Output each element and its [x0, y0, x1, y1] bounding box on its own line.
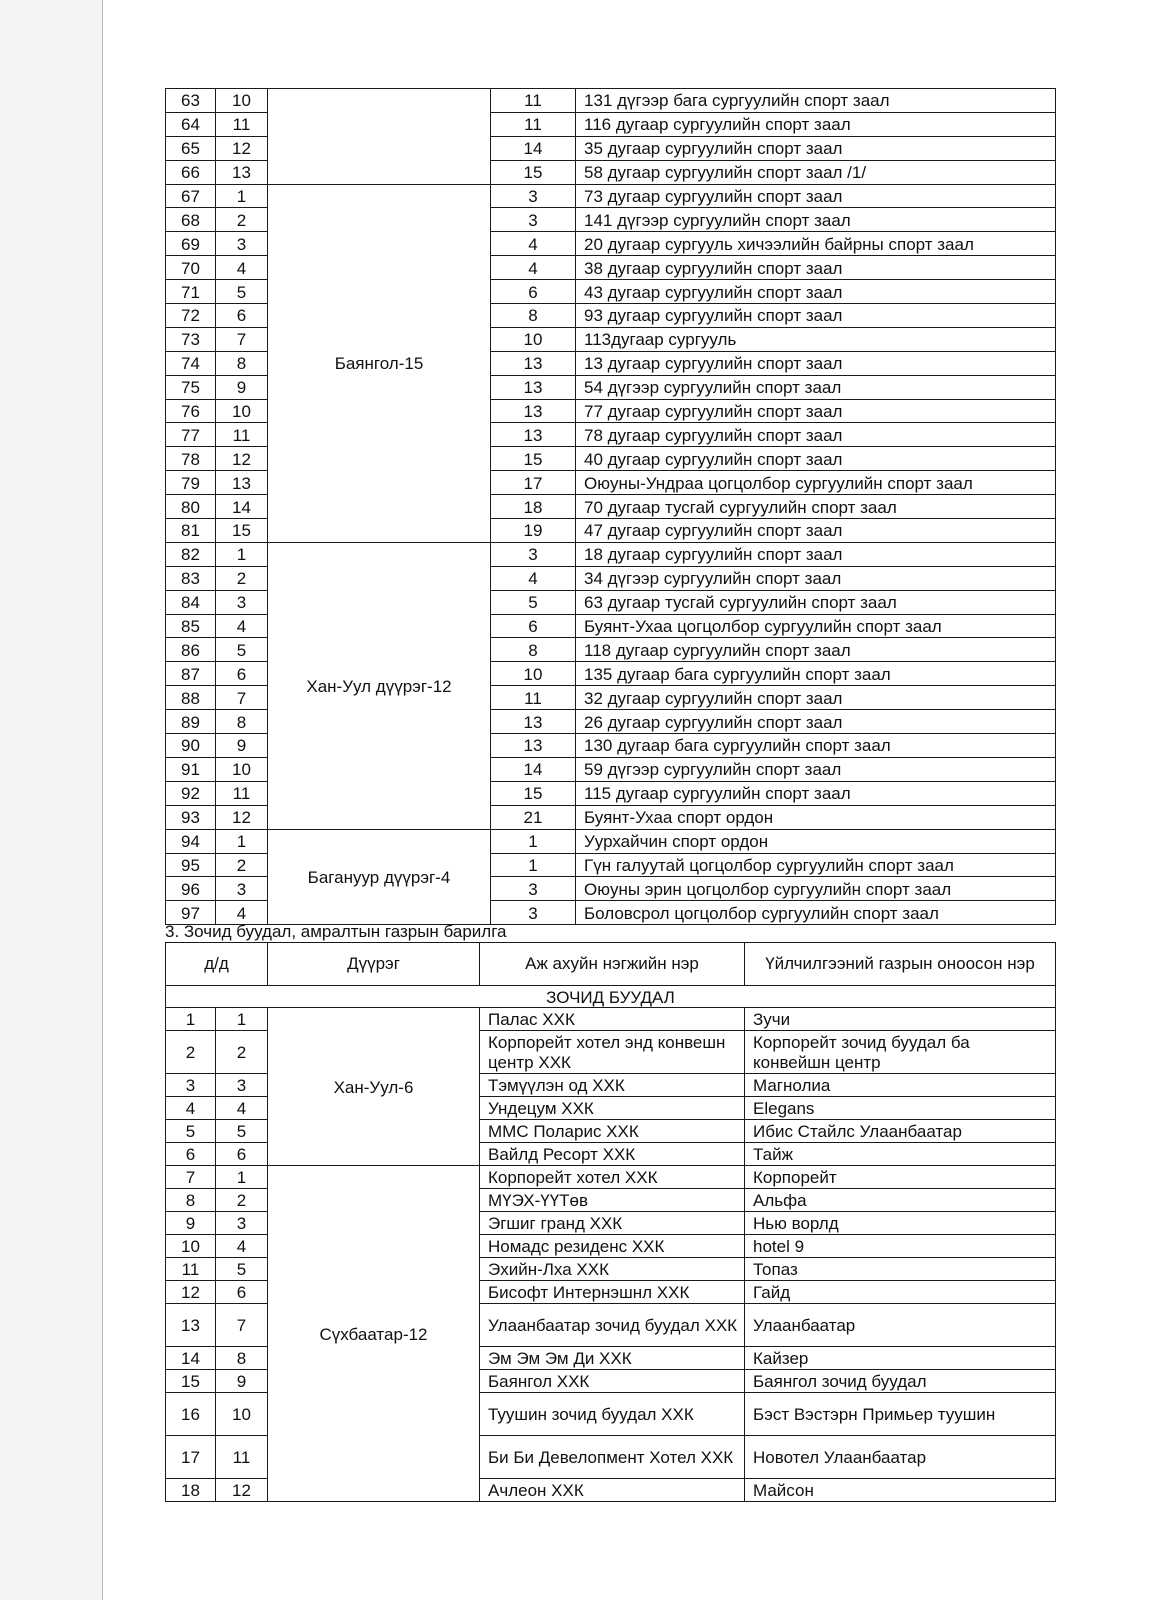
- row-number: 66: [166, 160, 216, 184]
- row-number: 9: [166, 1212, 216, 1235]
- district-cell: Хан-Уул-6: [268, 1008, 480, 1166]
- row-number: 1: [166, 1008, 216, 1031]
- row-sub-number: 4: [216, 901, 268, 925]
- table-row: [166, 542, 1056, 566]
- row-number: 76: [166, 399, 216, 423]
- table-row: [166, 89, 1056, 113]
- table-row: [166, 1166, 1056, 1189]
- row-sub-number: 4: [216, 1097, 268, 1120]
- service-name: Гайд: [745, 1281, 1056, 1304]
- row-sub-number: 5: [216, 1258, 268, 1281]
- col-header-no: д/д: [166, 943, 268, 986]
- row-number: 74: [166, 351, 216, 375]
- count-cell: 3: [491, 208, 576, 232]
- count-cell: 6: [491, 614, 576, 638]
- row-number: 5: [166, 1120, 216, 1143]
- count-cell: 1: [491, 853, 576, 877]
- row-number: 13: [166, 1304, 216, 1347]
- service-name: Альфа: [745, 1189, 1056, 1212]
- row-number: 6: [166, 1143, 216, 1166]
- row-sub-number: 10: [216, 1393, 268, 1436]
- facility-name: 130 дугаар бага сургуулийн спорт заал: [576, 734, 1056, 758]
- count-cell: 8: [491, 304, 576, 328]
- row-sub-number: 1: [216, 1008, 268, 1031]
- district-cell: Хан-Уул дүүрэг-12: [268, 542, 491, 829]
- facility-name: 70 дугаар тусгай сургуулийн спорт заал: [576, 495, 1056, 519]
- row-number: 70: [166, 256, 216, 280]
- count-cell: 11: [491, 89, 576, 113]
- district-cell: [268, 89, 491, 185]
- count-cell: 18: [491, 495, 576, 519]
- row-number: 83: [166, 566, 216, 590]
- service-name: Нью ворлд: [745, 1212, 1056, 1235]
- facility-name: 73 дугаар сургуулийн спорт заал: [576, 184, 1056, 208]
- row-sub-number: 7: [216, 686, 268, 710]
- row-number: 8: [166, 1189, 216, 1212]
- count-cell: 3: [491, 184, 576, 208]
- row-sub-number: 4: [216, 256, 268, 280]
- entity-name: Корпорейт хотел ХХК: [480, 1166, 745, 1189]
- facility-name: 18 дугаар сургуулийн спорт заал: [576, 542, 1056, 566]
- count-cell: 13: [491, 423, 576, 447]
- entity-name: Ундецум ХХК: [480, 1097, 745, 1120]
- row-sub-number: 11: [216, 112, 268, 136]
- row-sub-number: 6: [216, 304, 268, 328]
- row-number: 17: [166, 1436, 216, 1479]
- count-cell: 13: [491, 399, 576, 423]
- row-number: 12: [166, 1281, 216, 1304]
- count-cell: 10: [491, 662, 576, 686]
- count-cell: 11: [491, 112, 576, 136]
- row-sub-number: 15: [216, 519, 268, 543]
- row-number: 10: [166, 1235, 216, 1258]
- facility-name: 38 дугаар сургуулийн спорт заал: [576, 256, 1056, 280]
- sports-halls-table: [165, 88, 1056, 925]
- col-header-service: Үйлчилгээний газрын оноосон нэр: [745, 943, 1056, 986]
- count-cell: 4: [491, 566, 576, 590]
- service-name: Новотел Улаанбаатар: [745, 1436, 1056, 1479]
- row-sub-number: 3: [216, 1212, 268, 1235]
- district-cell: Багануур дүүрэг-4: [268, 829, 491, 925]
- row-number: 68: [166, 208, 216, 232]
- section-label: ЗОЧИД БУУДАЛ: [166, 986, 1056, 1008]
- count-cell: 10: [491, 327, 576, 351]
- row-sub-number: 7: [216, 1304, 268, 1347]
- row-sub-number: 8: [216, 1347, 268, 1370]
- service-name: Майсон: [745, 1479, 1056, 1502]
- row-number: 96: [166, 877, 216, 901]
- service-name: Корпорейт: [745, 1166, 1056, 1189]
- row-sub-number: 2: [216, 566, 268, 590]
- row-sub-number: 3: [216, 1074, 268, 1097]
- count-cell: 13: [491, 351, 576, 375]
- service-name: hotel 9: [745, 1235, 1056, 1258]
- row-sub-number: 1: [216, 829, 268, 853]
- service-name: Зучи: [745, 1008, 1056, 1031]
- facility-name: 78 дугаар сургуулийн спорт заал: [576, 423, 1056, 447]
- row-sub-number: 9: [216, 734, 268, 758]
- facility-name: 115 дугаар сургуулийн спорт заал: [576, 781, 1056, 805]
- service-name: Бэст Вэстэрн Примьер туушин: [745, 1393, 1056, 1436]
- row-sub-number: 10: [216, 757, 268, 781]
- row-number: 71: [166, 280, 216, 304]
- facility-name: 58 дугаар сургуулийн спорт заал /1/: [576, 160, 1056, 184]
- row-sub-number: 3: [216, 232, 268, 256]
- row-number: 16: [166, 1393, 216, 1436]
- row-number: 94: [166, 829, 216, 853]
- service-name: Баянгол зочид буудал: [745, 1370, 1056, 1393]
- facility-name: 40 дугаар сургуулийн спорт заал: [576, 447, 1056, 471]
- row-number: 18: [166, 1479, 216, 1502]
- row-sub-number: 9: [216, 375, 268, 399]
- col-header-district: Дүүрэг: [268, 943, 480, 986]
- count-cell: 3: [491, 542, 576, 566]
- row-sub-number: 12: [216, 805, 268, 829]
- facility-name: 59 дүгээр сургуулийн спорт заал: [576, 757, 1056, 781]
- entity-name: ММС Поларис ХХК: [480, 1120, 745, 1143]
- facility-name: Оюуны эрин цогцолбор сургуулийн спорт заал: [576, 877, 1056, 901]
- row-number: 64: [166, 112, 216, 136]
- facility-name: 116 дугаар сургуулийн спорт заал: [576, 112, 1056, 136]
- facility-name: Буянт-Ухаа цогцолбор сургуулийн спорт заал: [576, 614, 1056, 638]
- row-sub-number: 6: [216, 662, 268, 686]
- row-sub-number: 9: [216, 1370, 268, 1393]
- count-cell: 15: [491, 447, 576, 471]
- row-sub-number: 2: [216, 1189, 268, 1212]
- facility-name: 32 дугаар сургуулийн спорт заал: [576, 686, 1056, 710]
- entity-name: Улаанбаатар зочид буудал ХХК: [480, 1304, 745, 1347]
- row-number: 7: [166, 1166, 216, 1189]
- facility-name: 77 дугаар сургуулийн спорт заал: [576, 399, 1056, 423]
- table-row: [166, 829, 1056, 853]
- row-sub-number: 12: [216, 447, 268, 471]
- row-sub-number: 4: [216, 614, 268, 638]
- row-sub-number: 1: [216, 1166, 268, 1189]
- row-sub-number: 13: [216, 471, 268, 495]
- row-number: 91: [166, 757, 216, 781]
- row-number: 80: [166, 495, 216, 519]
- row-sub-number: 8: [216, 710, 268, 734]
- row-sub-number: 11: [216, 781, 268, 805]
- row-number: 78: [166, 447, 216, 471]
- row-sub-number: 8: [216, 351, 268, 375]
- row-sub-number: 3: [216, 590, 268, 614]
- row-number: 86: [166, 638, 216, 662]
- row-sub-number: 6: [216, 1281, 268, 1304]
- facility-name: 135 дугаар бага сургуулийн спорт заал: [576, 662, 1056, 686]
- count-cell: 21: [491, 805, 576, 829]
- row-sub-number: 10: [216, 89, 268, 113]
- facility-name: Оюуны-Ундраа цогцолбор сургуулийн спорт заал: [576, 471, 1056, 495]
- facility-name: Уурхайчин спорт ордон: [576, 829, 1056, 853]
- count-cell: 4: [491, 232, 576, 256]
- entity-name: Корпорейт хотел энд конвешн центр ХХК: [480, 1031, 745, 1074]
- facility-name: 13 дугаар сургуулийн спорт заал: [576, 351, 1056, 375]
- row-number: 63: [166, 89, 216, 113]
- row-sub-number: 13: [216, 160, 268, 184]
- facility-name: 54 дүгээр сургуулийн спорт заал: [576, 375, 1056, 399]
- facility-name: 118 дугаар сургуулийн спорт заал: [576, 638, 1056, 662]
- count-cell: 6: [491, 280, 576, 304]
- row-sub-number: 1: [216, 184, 268, 208]
- count-cell: 15: [491, 160, 576, 184]
- district-cell: Сүхбаатар-12: [268, 1166, 480, 1502]
- entity-name: Баянгол ХХК: [480, 1370, 745, 1393]
- row-number: 2: [166, 1031, 216, 1074]
- row-sub-number: 6: [216, 1143, 268, 1166]
- facility-name: 113дугаар сургууль: [576, 327, 1056, 351]
- facility-name: 131 дүгээр бага сургуулийн спорт заал: [576, 89, 1056, 113]
- row-sub-number: 1: [216, 542, 268, 566]
- count-cell: 17: [491, 471, 576, 495]
- table-row: [166, 184, 1056, 208]
- row-sub-number: 2: [216, 1031, 268, 1074]
- row-sub-number: 5: [216, 1120, 268, 1143]
- row-number: 15: [166, 1370, 216, 1393]
- service-name: Топаз: [745, 1258, 1056, 1281]
- facility-name: 93 дугаар сургуулийн спорт заал: [576, 304, 1056, 328]
- facility-name: Гүн галуутай цогцолбор сургуулийн спорт заал: [576, 853, 1056, 877]
- row-number: 89: [166, 710, 216, 734]
- facility-name: 35 дугаар сургуулийн спорт заал: [576, 136, 1056, 160]
- entity-name: Эм Эм Эм Ди ХХК: [480, 1347, 745, 1370]
- facility-name: 47 дугаар сургуулийн спорт заал: [576, 519, 1056, 543]
- count-cell: 5: [491, 590, 576, 614]
- row-number: 14: [166, 1347, 216, 1370]
- hotels-table: [165, 942, 1056, 1502]
- row-number: 11: [166, 1258, 216, 1281]
- entity-name: Палас ХХК: [480, 1008, 745, 1031]
- row-number: 67: [166, 184, 216, 208]
- service-name: Магнолиа: [745, 1074, 1056, 1097]
- row-number: 97: [166, 901, 216, 925]
- entity-name: Ачлеон ХХК: [480, 1479, 745, 1502]
- facility-name: Боловсрол цогцолбор сургуулийн спорт заал: [576, 901, 1056, 925]
- facility-name: 34 дүгээр сургуулийн спорт заал: [576, 566, 1056, 590]
- entity-name: Вайлд Ресорт ХХК: [480, 1143, 745, 1166]
- row-sub-number: 5: [216, 638, 268, 662]
- row-sub-number: 4: [216, 1235, 268, 1258]
- row-sub-number: 12: [216, 136, 268, 160]
- row-number: 65: [166, 136, 216, 160]
- count-cell: 11: [491, 686, 576, 710]
- count-cell: 1: [491, 829, 576, 853]
- row-sub-number: 11: [216, 1436, 268, 1479]
- row-number: 77: [166, 423, 216, 447]
- row-number: 75: [166, 375, 216, 399]
- count-cell: 14: [491, 136, 576, 160]
- row-sub-number: 5: [216, 280, 268, 304]
- row-number: 81: [166, 519, 216, 543]
- count-cell: 4: [491, 256, 576, 280]
- row-number: 88: [166, 686, 216, 710]
- row-sub-number: 10: [216, 399, 268, 423]
- row-number: 92: [166, 781, 216, 805]
- service-name: Кайзер: [745, 1347, 1056, 1370]
- service-name: Тайж: [745, 1143, 1056, 1166]
- row-number: 85: [166, 614, 216, 638]
- count-cell: 14: [491, 757, 576, 781]
- row-number: 79: [166, 471, 216, 495]
- count-cell: 13: [491, 375, 576, 399]
- count-cell: 15: [491, 781, 576, 805]
- row-number: 82: [166, 542, 216, 566]
- service-name: Корпорейт зочид буудал ба конвейшн центр: [745, 1031, 1056, 1074]
- entity-name: Бисофт Интернэшнл ХХК: [480, 1281, 745, 1304]
- row-number: 69: [166, 232, 216, 256]
- row-number: 72: [166, 304, 216, 328]
- row-number: 90: [166, 734, 216, 758]
- service-name: Ибис Стайлс Улаанбаатар: [745, 1120, 1056, 1143]
- row-number: 3: [166, 1074, 216, 1097]
- row-sub-number: 3: [216, 877, 268, 901]
- row-sub-number: 14: [216, 495, 268, 519]
- row-number: 84: [166, 590, 216, 614]
- row-sub-number: 12: [216, 1479, 268, 1502]
- entity-name: Туушин зочид буудал ХХК: [480, 1393, 745, 1436]
- service-name: Улаанбаатар: [745, 1304, 1056, 1347]
- row-sub-number: 2: [216, 208, 268, 232]
- facility-name: Буянт-Ухаа спорт ордон: [576, 805, 1056, 829]
- row-sub-number: 11: [216, 423, 268, 447]
- row-number: 87: [166, 662, 216, 686]
- row-sub-number: 7: [216, 327, 268, 351]
- row-number: 4: [166, 1097, 216, 1120]
- row-number: 93: [166, 805, 216, 829]
- count-cell: 19: [491, 519, 576, 543]
- row-sub-number: 2: [216, 853, 268, 877]
- section-row: [166, 986, 1056, 1008]
- count-cell: 3: [491, 901, 576, 925]
- count-cell: 13: [491, 734, 576, 758]
- count-cell: 8: [491, 638, 576, 662]
- header-row: [166, 943, 1056, 986]
- entity-name: Эхийн-Лха ХХК: [480, 1258, 745, 1281]
- section-heading: 3. Зочид буудал, амралтын газрын барилга: [165, 922, 507, 941]
- entity-name: МҮЭХ-ҮҮТөв: [480, 1189, 745, 1212]
- table-row: [166, 1008, 1056, 1031]
- entity-name: Номадс резиденс ХХК: [480, 1235, 745, 1258]
- facility-name: 26 дугаар сургуулийн спорт заал: [576, 710, 1056, 734]
- facility-name: 141 дүгээр сургуулийн спорт заал: [576, 208, 1056, 232]
- entity-name: Эгшиг гранд ХХК: [480, 1212, 745, 1235]
- district-cell: Баянгол-15: [268, 184, 491, 542]
- facility-name: 43 дугаар сургуулийн спорт заал: [576, 280, 1056, 304]
- service-name: Elegans: [745, 1097, 1056, 1120]
- facility-name: 63 дугаар тусгай сургуулийн спорт заал: [576, 590, 1056, 614]
- entity-name: Тэмүүлэн од ХХК: [480, 1074, 745, 1097]
- col-header-entity: Аж ахуйн нэгжийн нэр: [480, 943, 745, 986]
- facility-name: 20 дугаар сургууль хичээлийн байрны спорт заал: [576, 232, 1056, 256]
- count-cell: 3: [491, 877, 576, 901]
- row-number: 73: [166, 327, 216, 351]
- entity-name: Би Би Девелопмент Хотел ХХК: [480, 1436, 745, 1479]
- count-cell: 13: [491, 710, 576, 734]
- row-number: 95: [166, 853, 216, 877]
